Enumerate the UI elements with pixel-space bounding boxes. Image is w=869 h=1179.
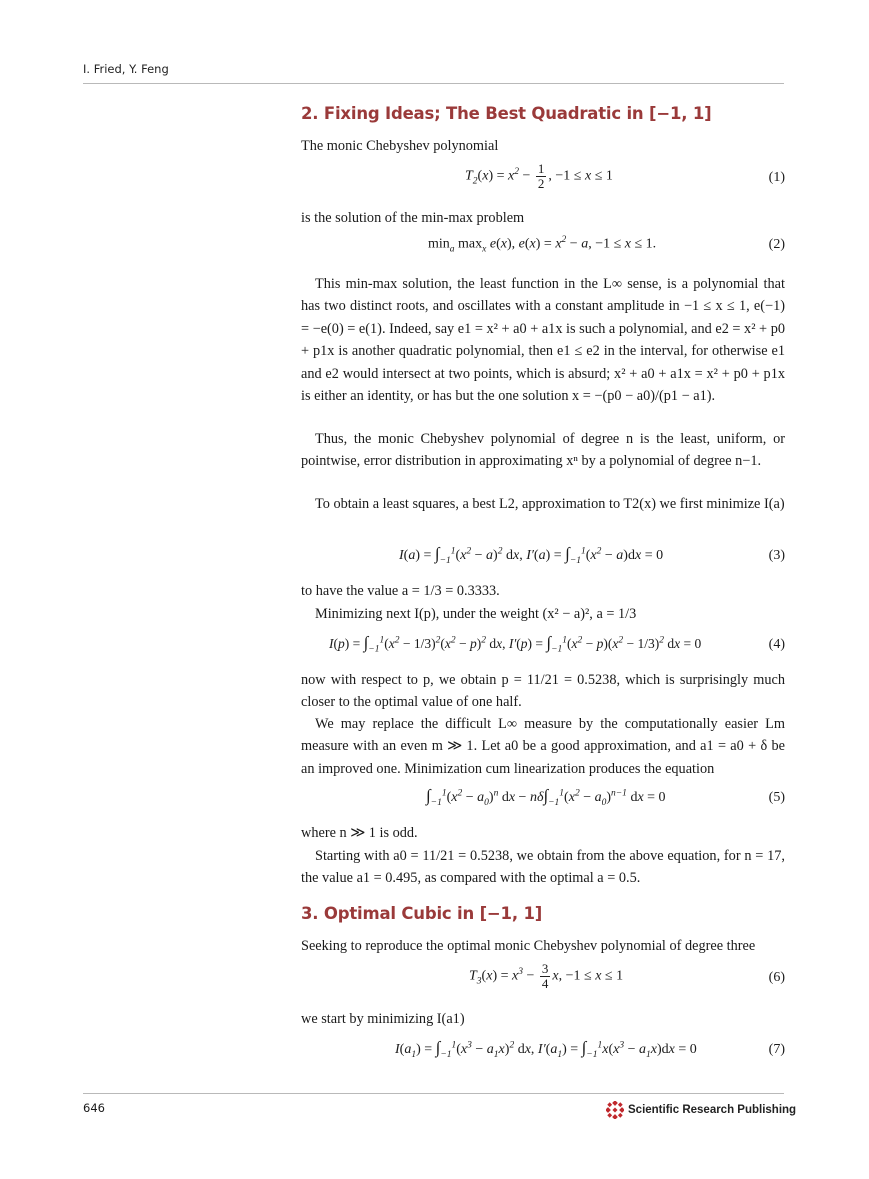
equation-7-expression: $I(a_1) = \int_{-1}^1(x^3 - a_1x)^2$ dx, $I'(a_1) = \int_{-1}^1x(x^3 - a_1x)dx = 0$ (395, 1038, 697, 1060)
equation-1-number: (1) (768, 170, 785, 185)
equation-5 (301, 786, 785, 820)
paragraph: This min-max solution, the least function in the L∞ sense, is a polynomial that has two distinct roots, and oscillates with a constant amplitude in −1 ≤ x ≤ 1, e(−1) = −e(0) = e(1). Indeed, say e1 = x² + a0 + a1x is such a polynomial, and e2 = x² + p0 + p1x is another quadratic polynomial, then e1 ≤ e2 in the interval, for otherwise e1 and e2 would intersect at two points, which is absurd; x² + a0 + a1x = x² + p0 + p1x is either an identity, or has but the one solution x = −(p0 − a0)/(p1 − a1). (301, 276, 785, 405)
paragraph: we start by minimizing I(a1) (301, 1011, 465, 1027)
paragraph: We may replace the difficult L∞ measure by the computationally easier Lm measure with an even m ≫ 1. Let a0 be a good approximation, and a1 = a0 + δ be an improved one. Minimization cum linearization produces the equation (301, 716, 785, 777)
equation-3-expression: $I(a) = \int_{-1}^1(x^2 - a)^2$ dx, $I'(a) = \int_{-1}^1(x^2 - a)dx = 0$ (399, 544, 664, 566)
equation-2-number: (2) (768, 237, 785, 252)
section-2-heading: 2. Fixing Ideas; The Best Quadratic in [−1, 1] (301, 104, 712, 123)
footer-rule (83, 1093, 784, 1094)
page-number: 646 (83, 1101, 105, 1115)
paragraph: where n ≫ 1 is odd. (301, 825, 418, 841)
equation-7 (301, 1038, 785, 1072)
paragraph: To obtain a least squares, a best L2, approximation to T2(x) we first minimize I(a) (315, 496, 785, 512)
equation-1 (301, 162, 785, 196)
equation-7-number: (7) (768, 1042, 785, 1057)
publisher-name: Scientific Research Publishing (628, 1104, 797, 1116)
paragraph: Minimizing next I(p), under the weight (x² − a)², a = 1/3 (315, 606, 637, 622)
equation-5-number: (5) (768, 790, 785, 805)
paragraph: is the solution of the min-max problem (301, 210, 525, 226)
equation-6-number: (6) (768, 970, 785, 985)
paragraph: Seeking to reproduce the optimal monic Chebyshev polynomial of degree three (301, 938, 756, 954)
equation-1-expression: $T_2(x) = x^2$ − $\frac{1}{2}$ , −1 ≤ x ≤ 1 (465, 161, 613, 191)
publisher-star-icon (606, 1101, 624, 1119)
running-head-authors: I. Fried, Y. Feng (83, 62, 169, 76)
publisher-logo (606, 1101, 796, 1119)
paragraph: now with respect to p, we obtain p = 11/21 = 0.5238, which is surprisingly much closer to the optimal value of one half. (301, 672, 785, 711)
equation-6-expression: $T_3(x) = x^3$ − $\frac{3}{4}$ x, −1 ≤ x ≤ 1 (469, 961, 624, 991)
header-rule (83, 83, 784, 84)
paragraph: The monic Chebyshev polynomial (301, 138, 499, 154)
equation-3-number: (3) (768, 548, 785, 563)
equation-2-expression: $\min_a \max_x e(x)$, $e(x) = x^2 - a$, −1 ≤ x ≤ 1. (428, 235, 657, 255)
section-3-heading: 3. Optimal Cubic in [−1, 1] (301, 904, 543, 923)
equation-4 (301, 633, 785, 667)
equation-6 (301, 962, 785, 996)
paragraph: Thus, the monic Chebyshev polynomial of degree n is the least, uniform, or pointwise, error distribution in approximating xⁿ by a polynomial of degree n−1. (301, 431, 785, 470)
equation-3 (301, 544, 785, 578)
paragraph: to have the value a = 1/3 = 0.3333. (301, 583, 500, 599)
equation-2 (301, 235, 785, 269)
paragraph: Starting with a0 = 11/21 = 0.5238, we obtain from the above equation, for n = 17, the value a1 = 0.495, as compared with the optimal a = 0.5. (301, 848, 785, 887)
equation-5-expression: $\int_{-1}^1(x^2 - a_0)^n$ dx − $n\delta\int_{-1}^1(x^2 - a_0)^{n-1}$ dx = 0 (426, 786, 666, 808)
equation-4-number: (4) (768, 637, 785, 652)
equation-4-expression: $I(p) = \int_{-1}^1(x^2 - 1/3)^2(x^2 - p)^2$ dx, $I'(p) = \int_{-1}^1(x^2 - p)(x^2 - 1/3)^2$ dx = 0 (329, 633, 702, 655)
